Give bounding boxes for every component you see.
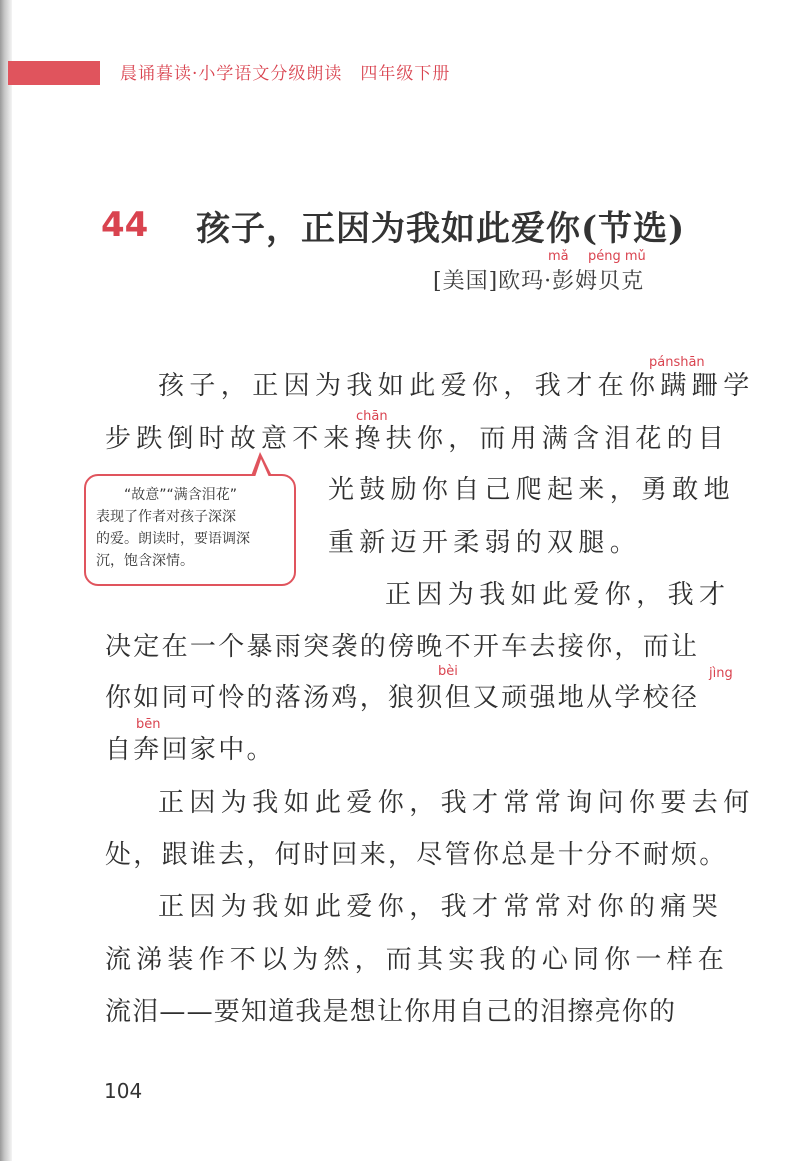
body-line-6: 决定在一个暴雨突袭的傍晚不开车去接你，而让 bbox=[105, 632, 700, 662]
callout-line-3: 的爱。朗读时，要语调深 bbox=[96, 531, 250, 547]
body-line-5: 正因为我如此爱你，我才 bbox=[385, 580, 731, 610]
body-line-8: 自奔回家中。 bbox=[105, 735, 275, 765]
pinyin-panshan: pánshān bbox=[649, 355, 705, 370]
body-line-2: 步跌倒时故意不来搀扶你，而用满含泪花的目 bbox=[105, 424, 730, 454]
page-number: 104 bbox=[104, 1079, 143, 1103]
lesson-title: 孩子，正因为我如此爱你(节选) bbox=[196, 209, 686, 249]
author-line: [美国]欧玛·彭姆贝克 bbox=[433, 269, 645, 294]
header-color-bar bbox=[8, 61, 100, 85]
callout-line-4: 沉，饱含深情。 bbox=[96, 553, 194, 569]
body-line-10: 处，跟谁去，何时回来，尽管你总是十分不耐烦。 bbox=[105, 840, 728, 870]
body-line-4: 重新迈开柔弱的双腿。 bbox=[328, 528, 642, 558]
body-line-1: 孩子，正因为我如此爱你，我才在你蹒跚学 bbox=[158, 371, 755, 401]
page-binding-shadow bbox=[0, 0, 12, 1161]
pinyin-bei: bèi bbox=[438, 664, 458, 679]
grade-label: 四年级下册 bbox=[360, 64, 451, 84]
callout-pointer-fill bbox=[255, 459, 269, 477]
body-line-11: 正因为我如此爱你，我才常常对你的痛哭 bbox=[158, 892, 724, 922]
callout-line-1: “故意”“满含泪花” bbox=[124, 487, 238, 503]
running-header bbox=[120, 62, 450, 86]
pinyin-jing: jìng bbox=[709, 666, 733, 681]
reading-tip-callout bbox=[84, 474, 296, 586]
body-line-9: 正因为我如此爱你，我才常常询问你要去何 bbox=[158, 788, 755, 818]
pinyin-peng-mu: péng mǔ bbox=[588, 249, 646, 264]
lesson-number: 44 bbox=[101, 205, 149, 245]
body-line-7: 你如同可怜的落汤鸡，狼狈但又顽强地从学校径 bbox=[105, 683, 700, 713]
body-line-12: 流涕装作不以为然，而其实我的心同你一样在 bbox=[105, 945, 730, 975]
body-line-3: 光鼓励你自己爬起来，勇敢地 bbox=[328, 475, 735, 505]
series-title: 晨诵暮读·小学语文分级朗读 bbox=[120, 64, 343, 84]
pinyin-ma: mǎ bbox=[548, 249, 569, 264]
pinyin-ben: bēn bbox=[136, 717, 161, 732]
callout-line-2: 表现了作者对孩子深深 bbox=[96, 509, 236, 525]
pinyin-chan: chān bbox=[356, 409, 388, 424]
body-line-13: 流泪——要知道我是想让你用自己的泪擦亮你的 bbox=[105, 997, 677, 1027]
